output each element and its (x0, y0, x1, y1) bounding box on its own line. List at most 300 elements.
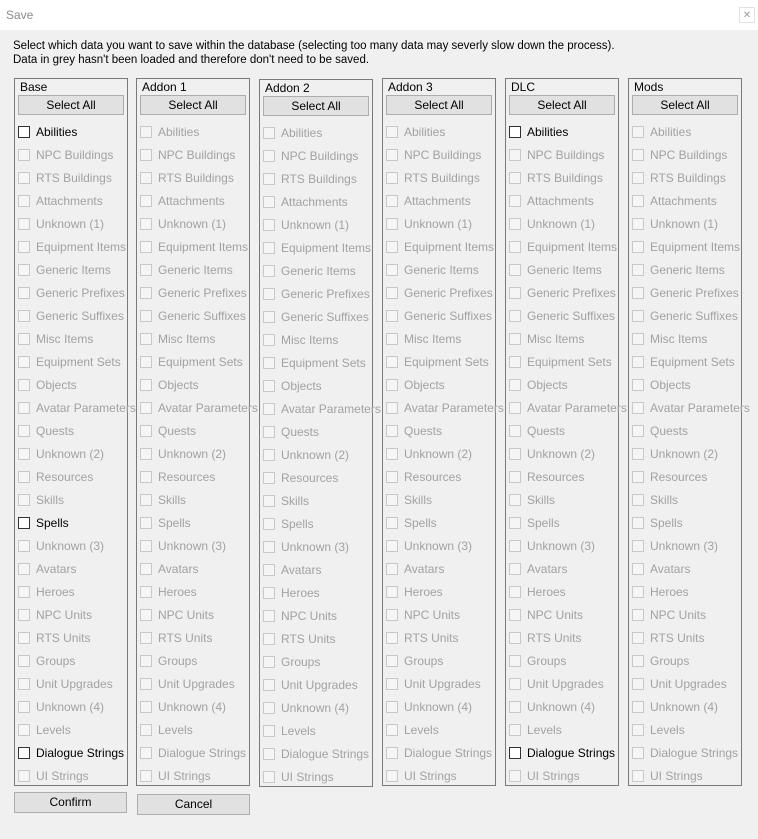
checkbox-box (18, 563, 30, 575)
checkbox-box (386, 379, 398, 391)
checkbox-label: NPC Units (650, 608, 707, 622)
checkbox-box (632, 149, 644, 161)
checkbox-label: Avatar Parameters (650, 401, 750, 415)
checkbox-box (509, 678, 521, 690)
checkbox-box (386, 494, 398, 506)
checkbox-box (140, 356, 152, 368)
checkbox-label: Unknown (4) (527, 700, 596, 714)
checkbox-label: NPC Buildings (158, 148, 236, 162)
checkbox-box (263, 150, 275, 162)
checkbox-label: Levels (650, 723, 685, 737)
checkbox-label: NPC Units (281, 609, 338, 623)
checkbox-label: Generic Suffixes (158, 309, 246, 323)
checkbox-box (386, 310, 398, 322)
checkbox-box (386, 563, 398, 575)
checkbox-label: Equipment Items (650, 240, 741, 254)
checkbox-label: Generic Suffixes (404, 309, 492, 323)
checkbox-box (509, 333, 521, 345)
checkbox-box (263, 426, 275, 438)
checkbox-label: Misc Items (650, 332, 708, 346)
checkbox-box (18, 609, 30, 621)
checkbox-box (18, 448, 30, 460)
checkbox-label: Resources (650, 470, 708, 484)
checkbox-box (140, 264, 152, 276)
checkbox-box (263, 219, 275, 231)
checkbox-label: NPC Buildings (527, 148, 605, 162)
checkbox-label: RTS Buildings (281, 172, 357, 186)
checkbox-label: UI Strings (281, 770, 334, 784)
checkbox-label: RTS Units (650, 631, 705, 645)
checkbox-box (140, 172, 152, 184)
checkbox-box (140, 747, 152, 759)
checkbox-box (140, 425, 152, 437)
checkbox-box (386, 218, 398, 230)
checkbox-box (263, 288, 275, 300)
checkbox-box (263, 127, 275, 139)
checkbox-label: Generic Suffixes (527, 309, 615, 323)
checkbox-box (263, 334, 275, 346)
checkbox-box (140, 310, 152, 322)
checkbox-label: Avatars (404, 562, 445, 576)
checkbox-label: UI Strings (404, 769, 457, 783)
checkbox-label: Unit Upgrades (404, 677, 481, 691)
checkbox-label: Unknown (2) (281, 448, 350, 462)
checkbox-box (140, 678, 152, 690)
checkbox-label: Unknown (2) (527, 447, 596, 461)
checkbox-label: Skills (281, 494, 310, 508)
checkbox-box (263, 656, 275, 668)
checkbox-label: Abilities (158, 125, 200, 139)
checkbox-box[interactable] (18, 747, 30, 759)
checkbox-label: NPC Units (36, 608, 93, 622)
checkbox-label: Avatars (36, 562, 77, 576)
checkbox-box (509, 379, 521, 391)
checkbox-label: Equipment Sets (404, 355, 489, 369)
select-all-button[interactable]: Select All (632, 95, 738, 115)
checkbox-label: Unknown (2) (404, 447, 473, 461)
checkbox-box (140, 586, 152, 598)
checkbox-box (18, 655, 30, 667)
checkbox-box (386, 172, 398, 184)
checkbox-box (632, 425, 644, 437)
checkbox-box (386, 701, 398, 713)
checkbox-box (632, 172, 644, 184)
checkbox-box (18, 770, 30, 782)
checkbox-label: Avatar Parameters (158, 401, 258, 415)
checkbox-box (140, 517, 152, 529)
checkbox-box (509, 149, 521, 161)
checkbox-box (140, 402, 152, 414)
checkbox-box (140, 724, 152, 736)
checkbox-label: Abilities (36, 125, 78, 139)
checkbox-box[interactable] (509, 747, 521, 759)
checkbox-label: Unknown (1) (650, 217, 719, 231)
checkbox-label: Dialogue Strings (36, 746, 125, 760)
checkbox-label: Unknown (1) (404, 217, 473, 231)
checkbox-label: NPC Buildings (281, 149, 359, 163)
group-title: Base (20, 80, 48, 94)
checkbox-label: Misc Items (158, 332, 216, 346)
checkbox-box (263, 357, 275, 369)
checkbox-box (632, 379, 644, 391)
checkbox-label: Unknown (1) (36, 217, 105, 231)
checkbox-label: Skills (650, 493, 679, 507)
checkbox-box (140, 563, 152, 575)
checkbox-label: Avatars (650, 562, 691, 576)
checkbox-box (18, 678, 30, 690)
checkbox-label: Unknown (1) (158, 217, 227, 231)
checkbox-box (632, 517, 644, 529)
checkbox-box (386, 632, 398, 644)
checkbox-label: Generic Prefixes (650, 286, 739, 300)
checkbox-box (263, 403, 275, 415)
checkbox-box (140, 494, 152, 506)
checkbox-label: Unknown (3) (650, 539, 719, 553)
checkbox-box (632, 678, 644, 690)
checkbox-box (509, 172, 521, 184)
checkbox-box (509, 494, 521, 506)
checkbox-label: Avatars (158, 562, 199, 576)
checkbox-box (263, 725, 275, 737)
checkbox-box (632, 356, 644, 368)
select-all-button[interactable]: Select All (18, 95, 124, 115)
checkbox-box (263, 702, 275, 714)
checkbox-label: UI Strings (527, 769, 580, 783)
checkbox-label: RTS Buildings (158, 171, 234, 185)
checkbox-label: Generic Prefixes (527, 286, 616, 300)
checkbox-box (18, 241, 30, 253)
checkbox-box (140, 333, 152, 345)
checkbox-label: Equipment Items (404, 240, 495, 254)
checkbox-box (140, 655, 152, 667)
checkbox-label: Heroes (527, 585, 566, 599)
checkbox-box (509, 655, 521, 667)
checkbox-label: Objects (527, 378, 568, 392)
checkbox-label: Equipment Sets (36, 355, 121, 369)
checkbox-box[interactable] (18, 517, 30, 529)
checkbox-label: Misc Items (527, 332, 585, 346)
checkbox-label: NPC Units (404, 608, 461, 622)
checkbox-label: Generic Items (650, 263, 725, 277)
checkbox-label: Misc Items (404, 332, 462, 346)
checkbox-label: Unknown (3) (36, 539, 105, 553)
checkbox-box (386, 655, 398, 667)
checkbox-label: Attachments (281, 195, 348, 209)
checkbox-label: Unknown (2) (158, 447, 227, 461)
select-all-button[interactable]: Select All (386, 95, 492, 115)
select-all-button[interactable]: Select All (509, 95, 615, 115)
checkbox-label: NPC Units (158, 608, 215, 622)
checkbox-box (509, 724, 521, 736)
checkbox-label: Quests (650, 424, 689, 438)
checkbox-label: Spells (281, 517, 314, 531)
checkbox-label: Abilities (404, 125, 446, 139)
checkbox-box (18, 287, 30, 299)
select-all-button[interactable]: Select All (263, 96, 369, 116)
checkbox-label: RTS Buildings (527, 171, 603, 185)
checkbox-label: Spells (404, 516, 437, 530)
checkbox-box (18, 264, 30, 276)
checkbox-box (18, 195, 30, 207)
checkbox-label: Generic Suffixes (650, 309, 738, 323)
checkbox-label: Equipment Items (158, 240, 249, 254)
checkbox-box (18, 333, 30, 345)
checkbox-label: Misc Items (281, 333, 339, 347)
checkbox-box (632, 287, 644, 299)
checkbox-label: Quests (404, 424, 443, 438)
checkbox-label: Unknown (3) (281, 540, 350, 554)
checkbox-label: Generic Prefixes (281, 287, 370, 301)
checkbox-label: Dialogue Strings (527, 746, 616, 760)
checkbox-label: Groups (281, 655, 321, 669)
checkbox-box (18, 310, 30, 322)
checkbox-box (509, 609, 521, 621)
checkbox-box (509, 310, 521, 322)
confirm-button[interactable]: Confirm (14, 792, 127, 813)
checkbox-label: Unknown (4) (158, 700, 227, 714)
checkbox-box (509, 356, 521, 368)
checkbox-label: Heroes (158, 585, 197, 599)
checkbox-box (386, 448, 398, 460)
checkbox-box[interactable] (509, 126, 521, 138)
checkbox-label: Unit Upgrades (650, 677, 727, 691)
checkbox-box (140, 448, 152, 460)
checkbox-label: UI Strings (36, 769, 89, 783)
checkbox-label: RTS Buildings (650, 171, 726, 185)
checkbox-box (632, 632, 644, 644)
description (13, 39, 615, 67)
checkbox-box (632, 724, 644, 736)
checkbox-label: Resources (281, 471, 339, 485)
checkbox-box (386, 126, 398, 138)
checkbox-label: Quests (281, 425, 320, 439)
checkbox-box (18, 494, 30, 506)
checkbox-box (18, 172, 30, 184)
checkbox-label: Quests (527, 424, 566, 438)
checkbox-label: Quests (36, 424, 75, 438)
checkbox-label: Objects (650, 378, 691, 392)
checkbox-label: Unknown (2) (650, 447, 719, 461)
checkbox-label: Groups (650, 654, 690, 668)
checkbox-box (386, 287, 398, 299)
checkbox-box (386, 356, 398, 368)
checkbox-box (509, 632, 521, 644)
checkbox-label: Abilities (650, 125, 692, 139)
checkbox-label: RTS Units (527, 631, 582, 645)
checkbox-label: Generic Prefixes (36, 286, 125, 300)
checkbox-label: RTS Units (36, 631, 91, 645)
checkbox-box (140, 609, 152, 621)
checkbox-box (632, 241, 644, 253)
checkbox-label: Abilities (527, 125, 569, 139)
checkbox-box (140, 471, 152, 483)
checkbox-label: NPC Units (527, 608, 584, 622)
title-bar (0, 0, 758, 30)
close-button[interactable] (739, 7, 755, 23)
description-line-2: Data in grey hasn't been loaded and therefore don't need to be saved. (13, 54, 370, 66)
checkbox-box (18, 379, 30, 391)
checkbox-label: Groups (158, 654, 198, 668)
checkbox-label: Dialogue Strings (158, 746, 247, 760)
checkbox-box (18, 701, 30, 713)
group-title: DLC (511, 80, 536, 94)
checkbox-label: Unknown (3) (527, 539, 596, 553)
checkbox-box (263, 495, 275, 507)
checkbox-label: RTS Buildings (404, 171, 480, 185)
checkbox-box (18, 402, 30, 414)
checkbox-box (386, 724, 398, 736)
checkbox-box (632, 126, 644, 138)
checkbox-box (140, 218, 152, 230)
checkbox-box (263, 587, 275, 599)
checkbox-box (509, 425, 521, 437)
checkbox-label: RTS Buildings (36, 171, 112, 185)
checkbox-box (386, 678, 398, 690)
checkbox-box (263, 518, 275, 530)
checkbox-label: Equipment Items (527, 240, 618, 254)
checkbox-box (263, 265, 275, 277)
checkbox-box (386, 402, 398, 414)
checkbox-label: Unknown (2) (36, 447, 105, 461)
checkbox-label: Attachments (404, 194, 471, 208)
checkbox-label: Resources (158, 470, 216, 484)
checkbox-label: Unknown (4) (281, 701, 350, 715)
checkbox-label: Avatar Parameters (527, 401, 627, 415)
checkbox-label: Objects (281, 379, 322, 393)
checkbox-label: Generic Items (527, 263, 602, 277)
checkbox-box (509, 402, 521, 414)
checkbox-box (263, 748, 275, 760)
checkbox-box (632, 471, 644, 483)
checkbox-box (386, 241, 398, 253)
checkbox-box (263, 679, 275, 691)
checkbox-box (140, 632, 152, 644)
checkbox-label: Generic Suffixes (36, 309, 124, 323)
select-all-button[interactable]: Select All (140, 95, 246, 115)
checkbox-label: Levels (158, 723, 193, 737)
window-title: Save (6, 8, 34, 22)
checkbox-box (18, 724, 30, 736)
checkbox-label: Equipment Sets (527, 355, 612, 369)
checkbox-box (386, 609, 398, 621)
checkbox-box (509, 540, 521, 552)
checkbox-box (632, 609, 644, 621)
checkbox-box (263, 311, 275, 323)
checkbox-label: Avatars (281, 563, 322, 577)
group-title: Mods (634, 80, 664, 94)
checkbox-label: Skills (158, 493, 187, 507)
checkbox-label: Attachments (158, 194, 225, 208)
checkbox-box (632, 563, 644, 575)
checkbox-label: NPC Buildings (36, 148, 114, 162)
checkbox-box (18, 425, 30, 437)
checkbox-label: Generic Items (158, 263, 233, 277)
checkbox-label: Unit Upgrades (158, 677, 235, 691)
checkbox-label: Spells (527, 516, 560, 530)
checkbox-box (140, 195, 152, 207)
checkbox-label: Generic Items (281, 264, 356, 278)
checkbox-box (140, 126, 152, 138)
group-mods (628, 78, 750, 786)
checkbox-box (140, 540, 152, 552)
checkbox-box (18, 540, 30, 552)
checkbox-box (386, 333, 398, 345)
checkbox-label: Avatar Parameters (36, 401, 136, 415)
checkbox-label: Objects (158, 378, 199, 392)
checkbox-label: UI Strings (650, 769, 703, 783)
checkbox-label: Generic Suffixes (281, 310, 369, 324)
checkbox-box (386, 149, 398, 161)
checkbox-box (140, 287, 152, 299)
checkbox-box[interactable] (18, 126, 30, 138)
checkbox-label: Unknown (4) (36, 700, 105, 714)
checkbox-box (18, 356, 30, 368)
checkbox-box (632, 540, 644, 552)
close-icon: ✕ (742, 10, 752, 21)
checkbox-label: Groups (404, 654, 444, 668)
checkbox-box (263, 541, 275, 553)
checkbox-label: Skills (404, 493, 433, 507)
checkbox-label: Unknown (1) (281, 218, 350, 232)
checkbox-label: Avatars (527, 562, 568, 576)
checkbox-label: Attachments (650, 194, 717, 208)
checkbox-label: Dialogue Strings (404, 746, 493, 760)
checkbox-label: Groups (527, 654, 567, 668)
checkbox-label: Unknown (1) (527, 217, 596, 231)
checkbox-box (509, 770, 521, 782)
checkbox-box (632, 770, 644, 782)
checkbox-label: RTS Units (404, 631, 459, 645)
checkbox-label: Attachments (36, 194, 103, 208)
checkbox-box (632, 333, 644, 345)
checkbox-box (509, 563, 521, 575)
checkbox-box (632, 586, 644, 598)
checkbox-box (140, 149, 152, 161)
cancel-button[interactable]: Cancel (137, 794, 250, 815)
checkbox-box (509, 701, 521, 713)
checkbox-box (632, 264, 644, 276)
checkbox-label: UI Strings (158, 769, 211, 783)
checkbox-box (263, 610, 275, 622)
checkbox-box (386, 586, 398, 598)
checkbox-box (509, 287, 521, 299)
checkbox-box (18, 632, 30, 644)
checkbox-box (140, 241, 152, 253)
group-dlc (505, 78, 627, 786)
checkbox-box (263, 564, 275, 576)
checkbox-label: RTS Units (281, 632, 336, 646)
checkbox-label: Quests (158, 424, 197, 438)
checkbox-box (509, 195, 521, 207)
checkbox-label: Equipment Sets (650, 355, 735, 369)
checkbox-box (509, 264, 521, 276)
checkbox-box (18, 586, 30, 598)
checkbox-box (509, 241, 521, 253)
checkbox-label: Levels (281, 724, 316, 738)
checkbox-label: Objects (36, 378, 77, 392)
checkbox-box (263, 472, 275, 484)
group-base (14, 78, 136, 786)
checkbox-label: RTS Units (158, 631, 213, 645)
checkbox-label: Skills (36, 493, 65, 507)
group-title: Addon 1 (142, 80, 187, 94)
checkbox-label: Unknown (3) (158, 539, 227, 553)
checkbox-label: Objects (404, 378, 445, 392)
checkbox-box (386, 471, 398, 483)
checkbox-box (18, 149, 30, 161)
checkbox-label: Heroes (36, 585, 75, 599)
checkbox-label: Levels (36, 723, 71, 737)
